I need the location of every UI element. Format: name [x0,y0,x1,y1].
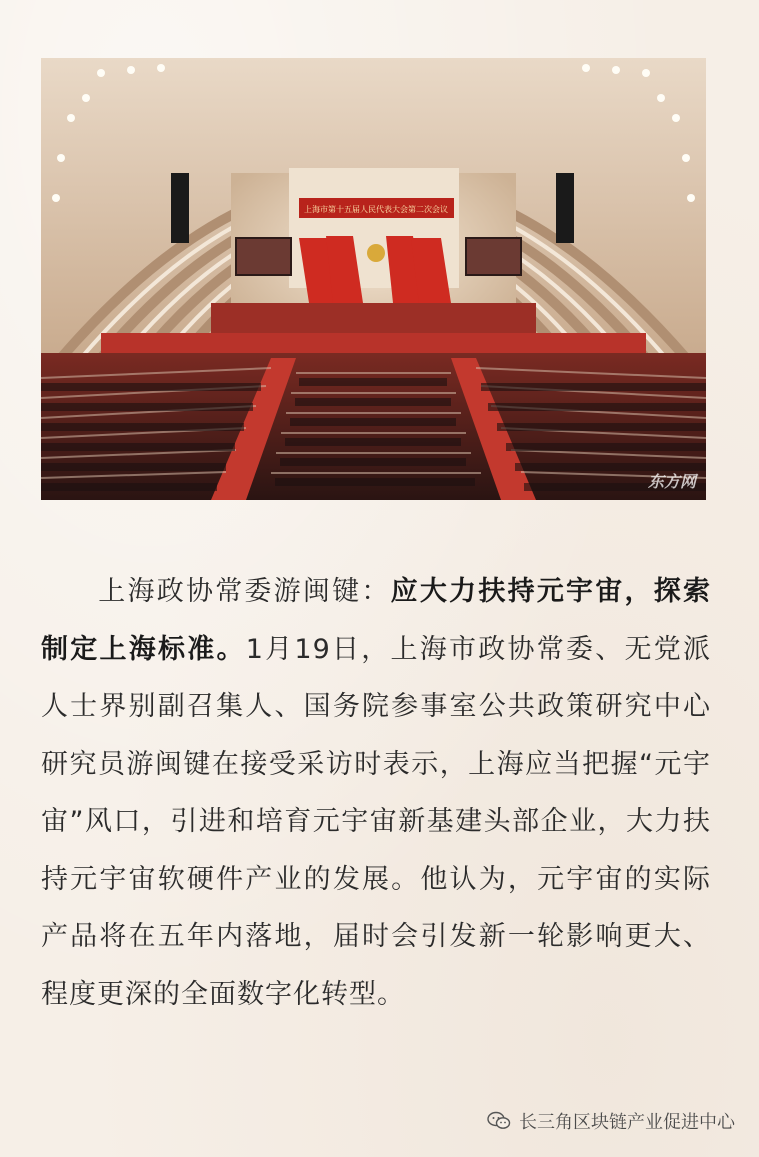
article-paragraph [41,563,711,1023]
stage-banner-text: 上海市第十五届人民代表大会第二次会议 [304,205,448,214]
wechat-icon [487,1111,511,1131]
article-lead-plain: 上海政协常委游闽键： [97,576,391,607]
account-name: 长三角区块链产业促进中心 [519,1112,735,1133]
article-body: 1月19日，上海市政协常委、无党派人士界别副召集人、国务院参事室公共政策研究中心研究员游闽键在接受采访时表示，上海应当把握“元宇宙”风口，引进和培育元宇宙新基建头部企业，大力扶持元宇宙软硬件产业的发展。他认为，元宇宙的实际产品将在五年内落地，届时会引发新一轮影响更大、程度更深的全面数字化转型。 [41,633,712,1010]
account-attribution[interactable] [487,1108,735,1134]
article-lead-bold: 应大力扶持元宇宙，探索制定上海标准。 [41,576,712,665]
photo-watermark: 东方网 [647,472,696,491]
conference-hall-photo [41,58,706,500]
hall-illustration [41,58,706,500]
